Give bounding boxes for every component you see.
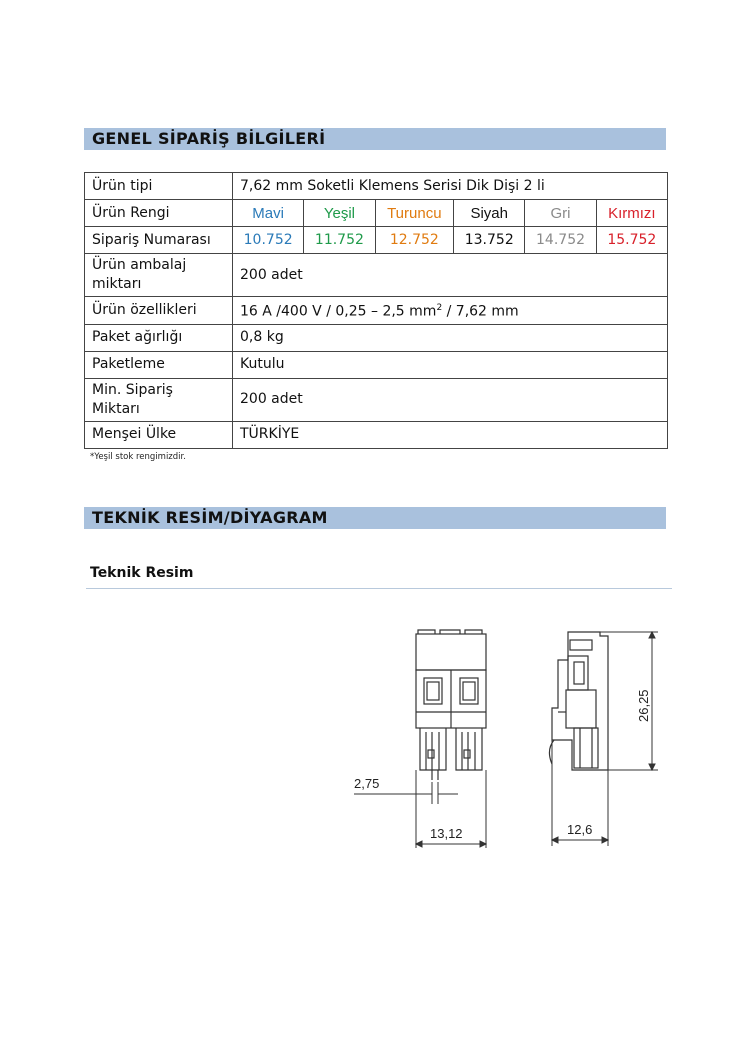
order-number-cell: 13.752 — [454, 227, 525, 254]
section-title-technical-drawing: TEKNİK RESİM/DİYAGRAM — [84, 507, 666, 529]
order-info-table — [84, 172, 668, 449]
value-origin: TÜRKİYE — [233, 421, 668, 448]
value-features — [233, 297, 668, 325]
label-features: Ürün özellikleri — [85, 297, 233, 325]
order-number-cell: 11.752 — [304, 227, 375, 254]
label-min-order — [85, 378, 233, 421]
color-cell: Kırmızı — [596, 200, 667, 227]
table-row — [85, 297, 668, 325]
dimension-width: 13,12 — [430, 826, 463, 841]
table-row — [85, 200, 668, 227]
subheading-divider — [86, 588, 672, 589]
color-cell: Turuncu — [375, 200, 454, 227]
table-row — [85, 227, 668, 254]
label-packaging: Paketleme — [85, 351, 233, 378]
label-product-type: Ürün tipi — [85, 173, 233, 200]
label-product-color: Ürün Rengi — [85, 200, 233, 227]
features-text-tail: / 7,62 mm — [442, 303, 519, 320]
label-line: Miktarı — [92, 400, 140, 417]
label-line: Ürün ambalaj — [92, 257, 187, 273]
section-title-order-info: GENEL SİPARİŞ BİLGİLERİ — [84, 128, 666, 150]
value-min-order: 200 adet — [233, 378, 668, 421]
order-number-cell: 15.752 — [596, 227, 667, 254]
label-line: Min. Sipariş — [92, 381, 173, 398]
table-row — [85, 173, 668, 200]
table-row — [85, 378, 668, 421]
label-package-qty — [85, 254, 233, 297]
side-view — [549, 632, 608, 770]
table-row — [85, 421, 668, 448]
technical-drawing — [340, 620, 670, 860]
dimension-depth: 12,6 — [567, 822, 593, 837]
value-package-qty: 200 adet — [233, 254, 668, 297]
front-view — [416, 630, 486, 780]
order-number-cell: 10.752 — [233, 227, 304, 254]
subheading-technical-drawing: Teknik Resim — [90, 565, 194, 581]
table-row — [85, 351, 668, 378]
color-cell: Gri — [525, 200, 596, 227]
value-product-type: 7,62 mm Soketli Klemens Serisi Dik Dişi 2 li — [233, 173, 668, 200]
dimension-height: 26,25 — [636, 689, 651, 722]
features-superscript: 2 — [436, 303, 443, 313]
color-cell: Yeşil — [304, 200, 375, 227]
label-package-weight: Paket ağırlığı — [85, 324, 233, 351]
order-number-cell: 12.752 — [375, 227, 454, 254]
label-line: miktarı — [92, 276, 142, 292]
label-order-number: Sipariş Numarası — [85, 227, 233, 254]
order-number-cell: 14.752 — [525, 227, 596, 254]
features-text: 16 A /400 V / 0,25 – 2,5 mm — [240, 303, 437, 320]
dimension-pitch: 2,75 — [354, 776, 380, 791]
stock-note: *Yeşil stok rengimizdir. — [90, 452, 186, 462]
value-packaging: Kutulu — [233, 351, 668, 378]
color-cell: Mavi — [233, 200, 304, 227]
table-row — [85, 254, 668, 297]
table-row — [85, 324, 668, 351]
color-cell: Siyah — [454, 200, 525, 227]
value-package-weight: 0,8 kg — [233, 324, 668, 351]
label-origin: Menşei Ülke — [85, 421, 233, 448]
